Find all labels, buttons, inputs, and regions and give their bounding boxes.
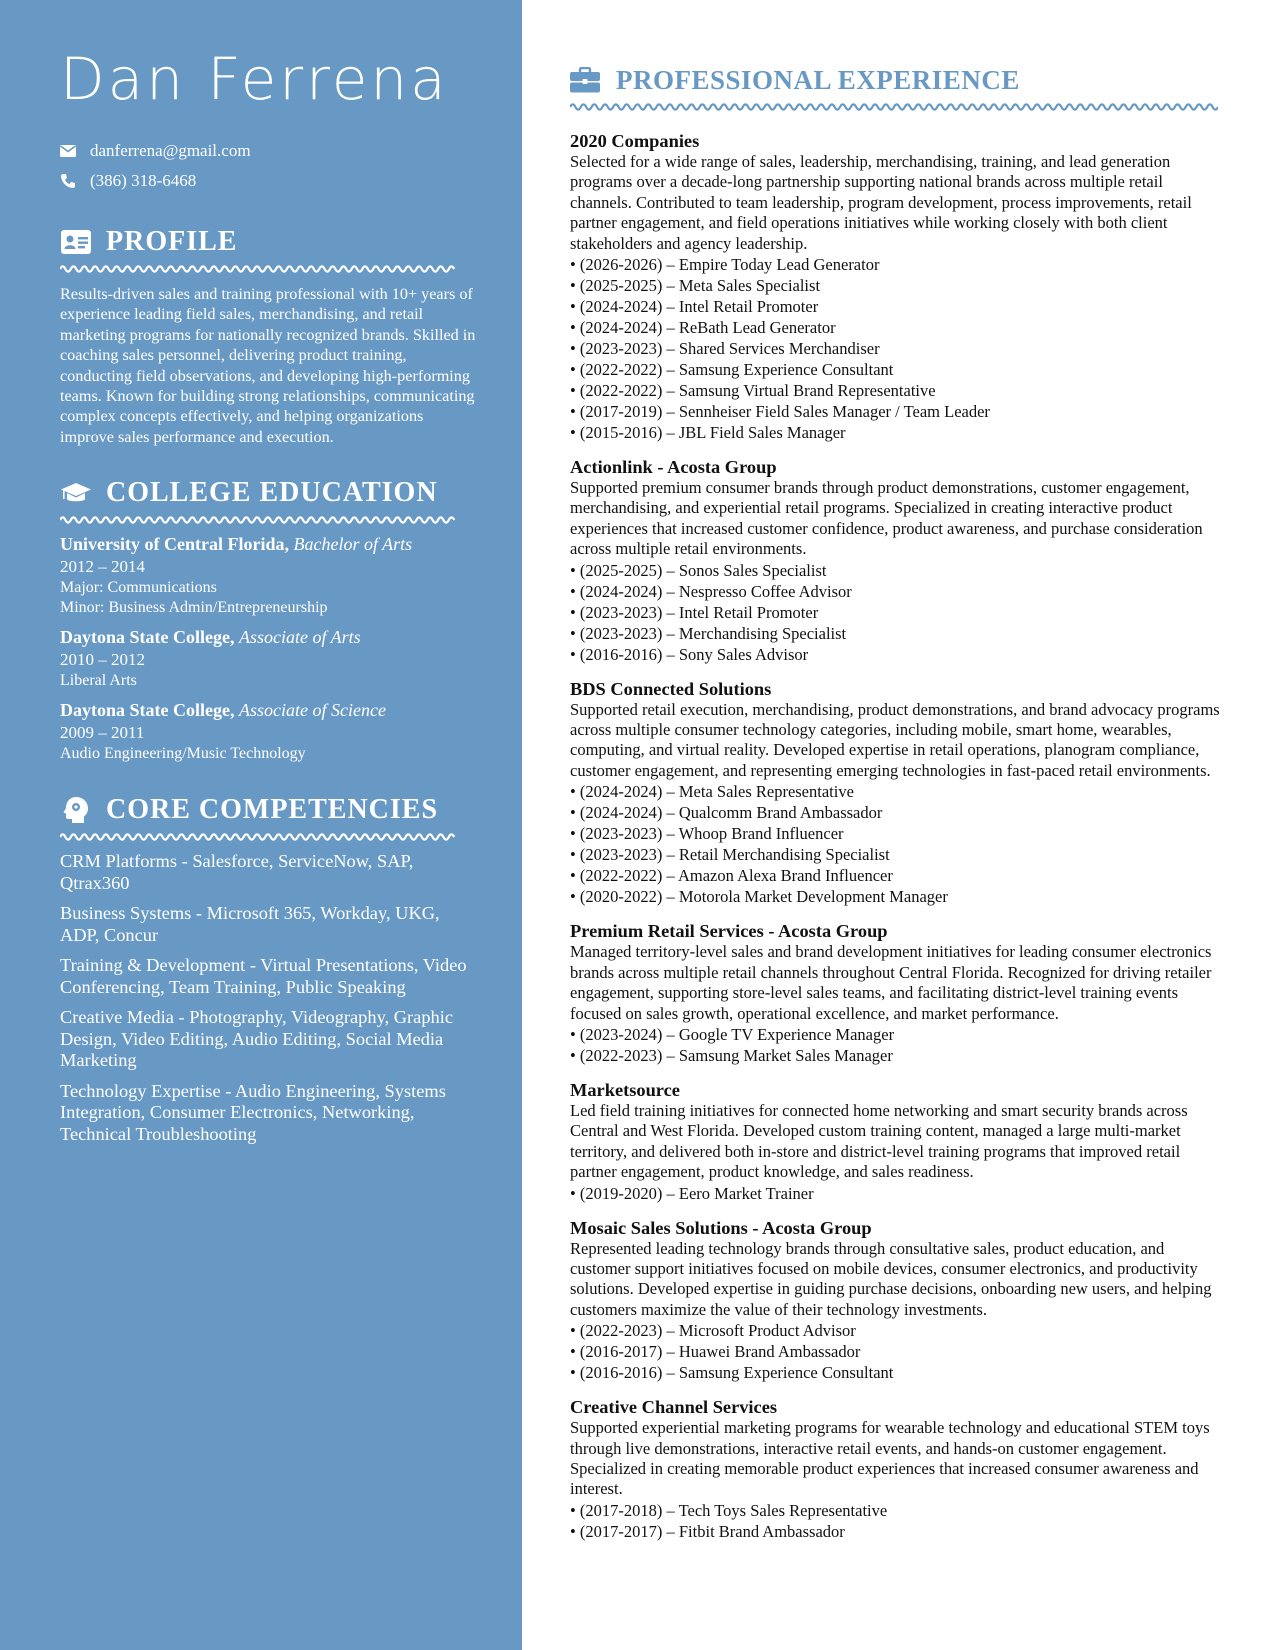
company-block <box>570 1079 1220 1204</box>
education-item <box>60 626 476 691</box>
wavy-divider <box>60 832 456 842</box>
school-name: Daytona State College, <box>60 700 235 721</box>
company-block <box>570 456 1220 665</box>
role-item: • (2026-2026) – Empire Today Lead Generator <box>570 255 880 275</box>
education-years: 2009 – 2011 <box>60 723 145 743</box>
company-name: BDS Connected Solutions <box>570 678 772 699</box>
briefcase-icon <box>570 66 602 94</box>
wavy-divider <box>60 264 456 274</box>
role-item: • (2024-2024) – ReBath Lead Generator <box>570 318 836 338</box>
role-item: • (2017-2019) – Sennheiser Field Sales Manager / Team Leader <box>570 402 990 422</box>
role-item: • (2024-2024) – Nespresso Coffee Advisor <box>570 581 852 601</box>
education-detail: Major: Communications <box>60 579 217 597</box>
company-description: Supported experiential marketing programs for wearable technology and educational STEM toys through live demonstrations, interactive retail events, and hands-on customer engagement. Specialized in creating memorable product experiences that increased consumer awareness and interest. <box>570 1418 1210 1499</box>
id-card-icon <box>60 228 92 256</box>
company-block <box>570 130 1220 443</box>
experience-section <box>570 60 1220 1542</box>
company-name: Creative Channel Services <box>570 1397 778 1418</box>
role-item: • (2023-2023) – Merchandising Specialist <box>570 623 847 643</box>
role-item: • (2023-2023) – Retail Merchandising Specialist <box>570 845 890 865</box>
degree: Bachelor of Arts <box>293 534 413 555</box>
role-item: • (2023-2023) – Whoop Brand Influencer <box>570 824 844 844</box>
role-item: • (2023-2024) – Google TV Experience Manager <box>570 1024 895 1044</box>
degree: Associate of Science <box>238 700 386 721</box>
competencies-heading-text: CORE COMPETENCIES <box>106 794 439 826</box>
role-list <box>570 781 1220 907</box>
education-heading <box>60 473 476 513</box>
company-block <box>570 920 1220 1066</box>
profile-summary: Results-driven sales and training professional with 10+ years of experience leading field sales, merchandising, and retail marketing programs for nationally recognized brands. Skilled in coaching sales personnel, delivering product training, conducting field observations, and developing high-performing teams. Known for building strong relationships, communicating complex concepts effectively, and helping organizations improve sales performance and execution. <box>60 285 476 446</box>
company-description: Supported premium consumer brands through product demonstrations, customer engagement, merchandising, and experiential retail programs. Specialized in creating interactive product experiences that increased customer confidence, product awareness, and purchase consideration across multiple retail environments. <box>570 478 1203 559</box>
company-block <box>570 678 1220 908</box>
role-item: • (2025-2025) – Sonos Sales Specialist <box>570 560 827 580</box>
education-years: 2012 – 2014 <box>60 557 145 577</box>
competencies-heading <box>60 790 476 830</box>
role-item: • (2020-2022) – Motorola Market Development Manager <box>570 887 948 907</box>
wavy-divider <box>570 102 1218 112</box>
company-list <box>570 130 1220 1542</box>
role-item: • (2017-2018) – Tech Toys Sales Representative <box>570 1500 888 1520</box>
competency-item: CRM Platforms - Salesforce, ServiceNow, SAP, Qtrax360 <box>60 851 414 893</box>
education-section <box>60 473 476 764</box>
company-name: 2020 Companies <box>570 131 700 151</box>
competency-item: Training & Development - Virtual Presentations, Video Conferencing, Team Training, Public Speaking <box>60 955 467 997</box>
competencies-section <box>60 790 476 1145</box>
education-detail: Liberal Arts <box>60 672 137 690</box>
sidebar <box>0 0 522 1650</box>
education-heading-text: COLLEGE EDUCATION <box>106 477 438 509</box>
role-item: • (2022-2022) – Samsung Experience Consultant <box>570 360 894 380</box>
role-list <box>570 254 1220 443</box>
role-item: • (2019-2020) – Eero Market Trainer <box>570 1183 814 1203</box>
company-name: Actionlink - Acosta Group <box>570 457 777 478</box>
role-list <box>570 1024 1220 1066</box>
email-text: danferrena@gmail.com <box>90 141 251 160</box>
company-block <box>570 1217 1220 1384</box>
company-description: Led field training initiatives for connected home networking and smart security brands across Central and West Florida. Developed custom training content, managed a large multi-market territory, and delivered both in-store and district-level training programs that improved retail partner engagement, product knowledge, and sales readiness. <box>570 1100 1188 1182</box>
competency-item: Creative Media - Photography, Videography, Graphic Design, Video Editing, Audio Editing, Social Media Marketing <box>60 1007 453 1071</box>
role-item: • (2023-2023) – Shared Services Merchandiser <box>570 339 880 359</box>
head-brain-icon <box>60 796 92 824</box>
role-item: • (2025-2025) – Meta Sales Specialist <box>570 276 821 296</box>
company-name: Premium Retail Services - Acosta Group <box>570 921 888 942</box>
company-description: Selected for a wide range of sales, leadership, merchandising, training, and lead generation programs over a decade-long partnership supporting national brands across multiple retail channels. Contributed to team leadership, program development, process improvements, retail partner engagement, and field operations initiatives while working closely with both client stakeholders and agency leadership. <box>570 152 1192 253</box>
education-item <box>60 699 476 764</box>
role-item: • (2016-2016) – Sony Sales Advisor <box>570 644 809 664</box>
experience-heading-text: PROFESSIONAL EXPERIENCE <box>616 64 1020 95</box>
role-item: • (2024-2024) – Intel Retail Promoter <box>570 297 819 317</box>
contact-phone <box>60 166 476 196</box>
phone-text: (386) 318-6468 <box>90 171 197 190</box>
role-item: • (2016-2016) – Samsung Experience Consultant <box>570 1363 894 1383</box>
role-item: • (2022-2023) – Microsoft Product Advisor <box>570 1321 856 1341</box>
role-item: • (2015-2016) – JBL Field Sales Manager <box>570 423 846 443</box>
envelope-icon <box>60 143 78 159</box>
candidate-name: Dan Ferrena <box>60 45 449 113</box>
role-item: • (2016-2017) – Huawei Brand Ambassador <box>570 1342 861 1362</box>
role-item: • (2023-2023) – Intel Retail Promoter <box>570 602 819 622</box>
school-name: University of Central Florida, <box>60 534 289 555</box>
role-list <box>570 1183 1220 1204</box>
role-item: • (2022-2022) – Samsung Virtual Brand Representative <box>570 381 936 401</box>
company-description: Represented leading technology brands through consultative sales, product education, and customer support initiatives focused on mobile devices, consumer electronics, and productivity solutions. Developed expertise in guiding purchase decisions, onboarding new users, and helping customers maximize the value of their technology investments. <box>570 1238 1212 1319</box>
role-item: • (2024-2024) – Qualcomm Brand Ambassador <box>570 803 883 823</box>
company-description: Managed territory-level sales and brand development initiatives for leading consumer electronics brands across multiple retail channels throughout Central Florida. Recognized for driving retailer engagement, supporting store-level sales teams, and facilitating district-level training events focused on sales growth, operational excellence, and market performance. <box>570 942 1212 1023</box>
education-detail: Audio Engineering/Music Technology <box>60 745 306 763</box>
education-item <box>60 533 476 618</box>
graduation-cap-icon <box>60 479 92 507</box>
profile-section <box>60 222 476 447</box>
role-item: • (2022-2022) – Amazon Alexa Brand Influencer <box>570 866 893 886</box>
role-list <box>570 1500 1220 1542</box>
education-years: 2010 – 2012 <box>60 650 145 670</box>
experience-heading <box>570 60 1220 100</box>
education-detail: Minor: Business Admin/Entrepreneurship <box>60 599 328 617</box>
company-description: Supported retail execution, merchandising, product demonstrations, and brand advocacy programs across multiple consumer technology categories, including mobile, smart home, wearables, computing, and virtual reality. Developed expertise in retail operations, planogram compliance, customer engagement, and representing emerging technologies in fast-paced retail environments. <box>570 699 1220 780</box>
profile-heading <box>60 222 476 262</box>
company-name: Mosaic Sales Solutions - Acosta Group <box>570 1217 872 1238</box>
competency-item: Technology Expertise - Audio Engineering, Systems Integration, Consumer Electronics, Networking, Technical Troubleshooting <box>60 1080 446 1144</box>
degree: Associate of Arts <box>238 627 361 648</box>
company-name: Marketsource <box>570 1079 680 1100</box>
contact-email <box>60 136 476 166</box>
phone-icon <box>60 173 78 189</box>
role-list <box>570 1320 1220 1383</box>
competency-item: Business Systems - Microsoft 365, Workday, UKG, ADP, Concur <box>60 903 440 945</box>
company-block <box>570 1396 1220 1542</box>
wavy-divider <box>60 515 456 525</box>
school-name: Daytona State College, <box>60 627 235 648</box>
role-item: • (2022-2023) – Samsung Market Sales Manager <box>570 1045 893 1065</box>
profile-heading-text: PROFILE <box>106 226 238 257</box>
role-item: • (2024-2024) – Meta Sales Representative <box>570 782 854 802</box>
role-list <box>570 560 1220 665</box>
role-item: • (2017-2017) – Fitbit Brand Ambassador <box>570 1521 845 1541</box>
